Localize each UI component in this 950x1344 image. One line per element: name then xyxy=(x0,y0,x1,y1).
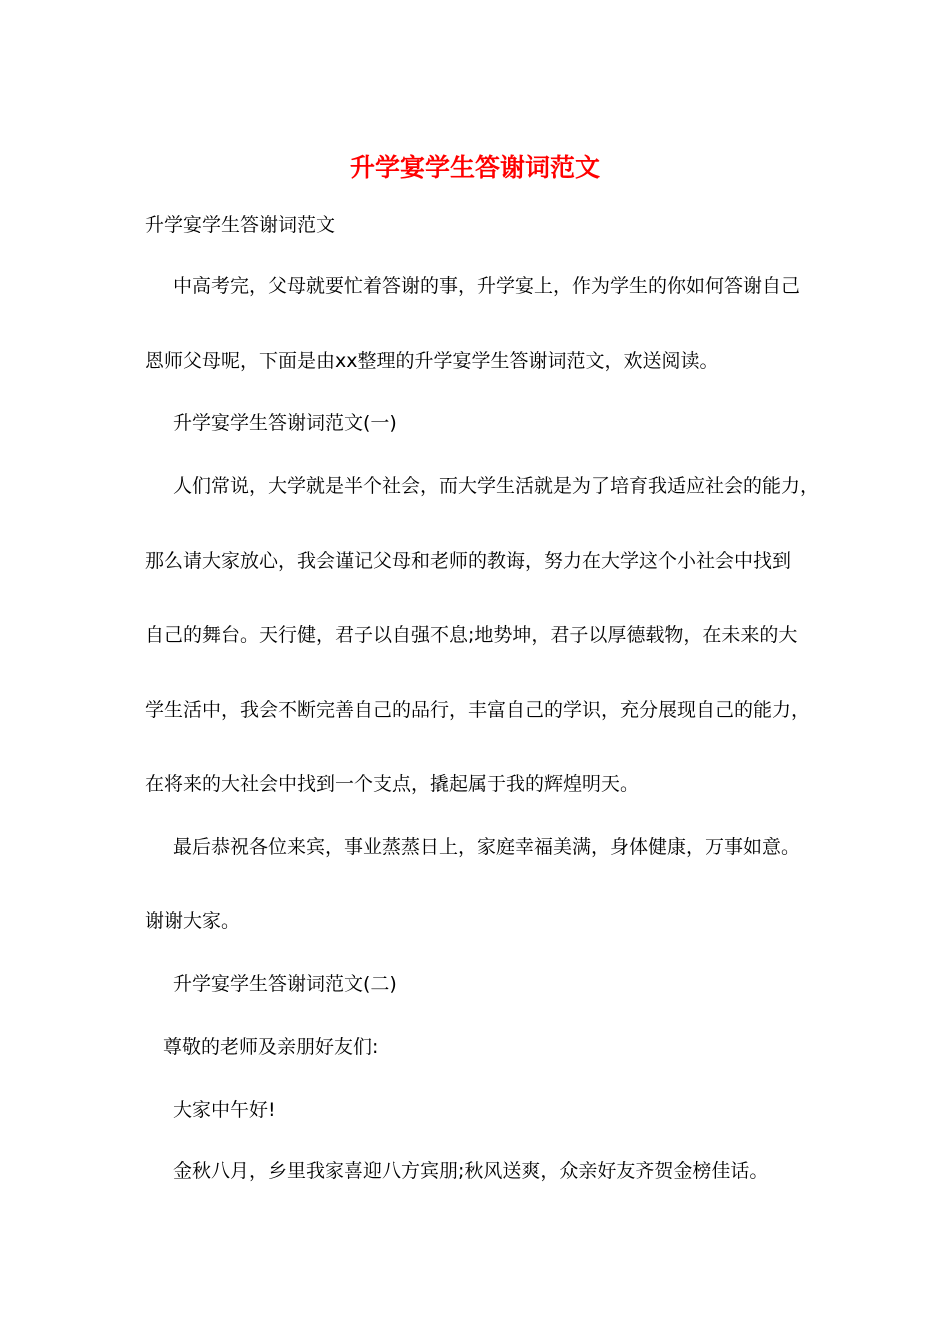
salutation-line: 尊敬的老师及亲朋好友们: xyxy=(163,1036,379,1058)
paragraph-line: 恩师父母呢，下面是由xx整理的升学宴学生答谢词范文，欢送阅读。 xyxy=(145,350,719,372)
paragraph-line: 金秋八月，乡里我家喜迎八方宾朋;秋风送爽，众亲好友齐贺金榜佳话。 xyxy=(173,1160,769,1182)
greeting-line: 大家中午好! xyxy=(173,1099,276,1121)
paragraph-line: 学生活中，我会不断完善自己的品行，丰富自己的学识，充分展现自己的能力， xyxy=(145,699,811,721)
paragraph-line: 谢谢大家。 xyxy=(145,910,241,932)
paragraph-line: 最后恭祝各位来宾，事业蒸蒸日上，家庭幸福美满，身体健康，万事如意。 xyxy=(173,836,801,858)
subtitle-line: 升学宴学生答谢词范文 xyxy=(145,214,336,236)
paragraph-line: 那么请大家放心，我会谨记父母和老师的教诲，努力在大学这个小社会中找到 xyxy=(145,550,792,572)
document-title: 升学宴学生答谢词范文 xyxy=(349,153,600,182)
paragraph-line: 自己的舞台。天行健，君子以自强不息;地势坤，君子以厚德载物，在未来的大 xyxy=(145,624,798,646)
section-heading-2: 升学宴学生答谢词范文(二) xyxy=(173,973,397,995)
paragraph-line: 中高考完，父母就要忙着答谢的事，升学宴上，作为学生的你如何答谢自己 xyxy=(173,275,801,297)
paragraph-line: 人们常说，大学就是半个社会，而大学生活就是为了培育我适应社会的能力， xyxy=(173,475,820,497)
paragraph-line: 在将来的大社会中找到一个支点，撬起属于我的辉煌明天。 xyxy=(145,773,640,795)
section-heading-1: 升学宴学生答谢词范文(一) xyxy=(173,412,397,434)
